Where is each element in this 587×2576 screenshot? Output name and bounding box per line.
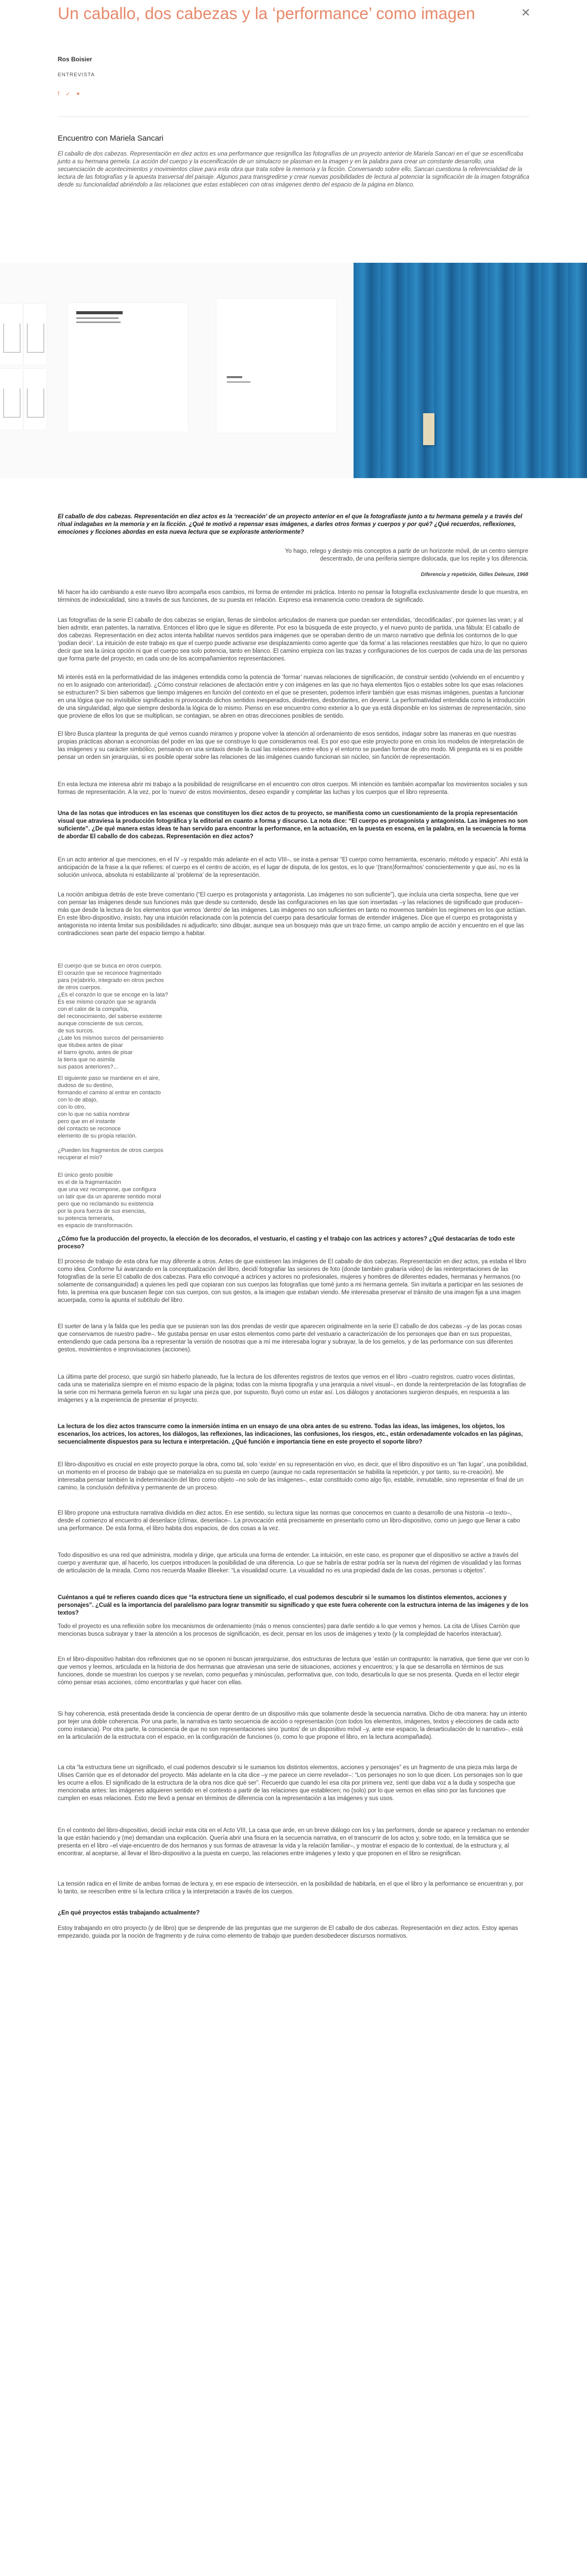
answer-6: Estoy trabajando en otro proyecto (y de libro) que se desprende de las preguntas que me surgieron de El caballo de dos cabezas. Representación en diez actos. Estoy apenas empezando, guiada por la noción de fragmento y de ruina como elemento de trabajo que pueden desobedecer discursos normativos. (58, 1925, 518, 1939)
answer-2-p2: La noción ambigua detrás de este breve comentario (“El cuerpo es protagonista y antagonista. Las imágenes no son suficiente”), que incluía una cierta sospecha, tiene que ver con pensar las imágenes desde sus funciones más que desde su contenido, desde las configuraciones en las que son insertadas –y las relaciones de significado que producen– más que desde la lectura de los elementos que vemos ‘dentro’ de las imágenes. Las imágenes no son suficientes en tanto no movemos también los regímenes en los que actúan. En este libro-dispositivo, insisto, hay una intuición relacionada con la potencia del cuerpo para desarticular formas de entender imágenes. Dice que el cuerpo es protagonista y antagonista no intenta limitar sus posibilidades ni adjudicarlo; sino dibujar, aunque sea un bosquejo más que un trazo firme, un campo amplio de acción y encuentro en el que las contradicciones sean parte del espacio tiempo a habitar. (58, 892, 527, 937)
whatsapp-icon[interactable]: ● (76, 91, 80, 97)
text-line (227, 376, 242, 378)
poem-stanza-4: El único gesto posible es el de la fragmentación que una vez recompone, que configura un latir que da un aparente sentido moral pero que no reclamando su existencia por la pura fuerza de sus esencias, su potencia temeraria, es espacio de transformación. (58, 1172, 161, 1229)
answer-1-p2: Las fotografías de la serie El caballo de dos cabezas se erigían, llenas de símbolos articulados de manera que puedan ser entendidas, ‘decodificadas’, por quienes las vean; y al bien admitir, eran patentes, la narrativa. Entonces el libro que le sigue es diferente. Por eso la búsqueda de este proyecto, y el nuevo punto de partida, una fábula: El caballo de dos cabezas. Representación en diez actos intenta habilitar nuevos sentidos para imágenes que se operaban dentro de un marco narrativo que definía los contornos de lo que ‘podían decir’. La intuición de este trabajo es que el cuerpo puede activarse ese desplazamiento como agente que ‘da forma’ a las relaciones reestables que hizo, lo que no quiero decir que sea la única opción ni que el cuerpo sea solo potencia, tanto en blanco. El camino empieza con las trazas y configuraciones de los cuerpos de cada una de las personas que forma parte del proyecto, en cada uno de los acompañamientos representaciones. (58, 617, 527, 662)
epigraph-quote: Yo hago, relego y destejo mis conceptos a partir de un horizonte móvil, de un centro siempre descentrado, de una periferia siempre dislocada, que los repite y los diferencia. (285, 548, 528, 562)
text-line (227, 381, 250, 383)
image-gallery[interactable] (0, 263, 587, 478)
answer-4-p3: Todo dispositivo es una red que administra, modela y dirige, que articula una forma de entender. La intuición, en este caso, es proponer que el dispositivo se active a través del cuerpo y aventurar que, al hacerlo, los cuerpos introducen la posibilidad de una diferencia. Lo que se habría de estrar podría ser la nueva del régimen de visualidad y las formas de articulación de la mirada. Como nos recuerda Maaike Bleeker: “La visualidad ocurre. La visualidad no es una propiedad dada de las cosas, personas u objetos”. (58, 1552, 522, 1574)
answer-4-p2: El libro propone una estructura narrativa dividida en diez actos. En ese sentido, su lectura sigue las normas que conocemos en cuanto a desarrollo de una historia –o texto–, desde el comienzo al encuentro al desenlace (clímax, desenlace–. La provocación está precisamente en presentarlo como un libro-dispositivo, como un juego que llenar a cabo una performance. De esta forma, el libro habita dos espacios, de dos cosas a la vez. (58, 1510, 520, 1532)
gallery-photo (0, 304, 23, 365)
gallery-photo (24, 304, 46, 365)
section-label: ENTREVISTA (58, 72, 95, 78)
poem-stanza-2: El siguiente paso se mantiene en el aire, dudoso de su destino, formando el camino al entrar en contacto con lo de abajo, con lo otro, con lo que no sabía nombrar pero que en el instante del contacto se reconoce elemento de su propia relación. (58, 1075, 161, 1139)
answer-3-p2: El sueter de lana y la falda que les pedía que se pusieran son las dos prendas de vestir que aparecen originalmente en la serie El caballo de dos cabezas –y de las pocas cosas que conservamos de nuestro padre–. Me gustaba pensar en usar estos elementos como parte del vestuario a caracterización de los personajes que iban en sus propuestas, entendiendo que cada persona iba a representar la versión de nosotras que a mí me interesaba lograr y subrayar, la de los gemelos, y de las performance con sus diferentes gestos, movimientos e improvisaciones (acciones). (58, 1324, 522, 1353)
answer-5-p4: La cita “la estructura tiene un significado, el cual podemos descubrir si le sumamos los distintos elementos, acciones y personajes” es un fragmento de una pieza más larga de Ulises Carrión que es el detonador del proyecto. Más adelante en la cita dice –y me parece un cierre revelador–: “Los personajes no son lo que dicen. Los personajes son lo que les ocurre a ellos. El significado de la estructura de la obra nos dice qué ser”. Recuerdo que cuando leí esa cita por primera vez, sentí que daba voz a la duda y sospecha que mencionaba antes: las imágenes adquieren sentido en el contexto a partir de las relaciones que establecen; no (solo) por lo que vemos en ellas sino por las funciones que cumplen en esas relaciones. Esto me llevó a pensar en términos de diferencia con la representación a las imágenes y sus usos. (58, 1765, 523, 1802)
answer-5-p5: En el contexto del libro-dispositivo, decidí incluir esta cita en el Acto VIII, La casa que arde, en un breve diálogo con los y las performers, donde se aparece y reclaman no entender la que están haciendo y (me) demandan una explicación. Quería abrir una fisura en la secuencia narrativa, en el transcurrir de los actos y, sobre todo, en la temática que se presenta en el libro –el viaje-encuentro de dos hermanos y sus formas de atravesar la vida y la relación familiar–, y mostrar el espacio de lo contextual, de la estructura y, al encontrar, al aceptarse, al llevar el libro-dispositivo a la puesta en cuerpo, las relaciones entre imágenes y texto y que proponen en el libro se resignifican. (58, 1827, 529, 1857)
answer-5-p6: La tensión radica en el límite de ambas formas de lectura y, en ese espacio de intersección, en la posibilidad de habitarla, en el que el libro y la performance se encuentran y, por lo tanto, se reescriben entre sí la lectura crítica y la interpretación a través de los cuerpos. (58, 1881, 524, 1895)
answer-3-p3: La última parte del proceso, que surgió sin haberlo planeado, fue la lectura de los diferentes registros de textos que vemos en el libro –cuatro registros, cuatro voces distintas, cada una se materializa siempre en el mismo espacio de la página; todas con la misma tipografía y una jerarquía a nivel visual–, en donde la reinterpretación de las fotografías de la serie con mi hermana gemela fueron en su lugar una pieza que, por supuesto, fluyó como un estar así. Los diálogos y anotaciones surgieron después, en respuesta a las imágenes y a la experiencia de presentar el proyecto. (58, 1374, 526, 1403)
epigraph-source: Diferencia y repetición, Gilles Deleuze, 1968 (421, 572, 528, 578)
question-6: ¿En qué proyectos estás trabajando actualmente? (58, 1910, 200, 1916)
twitter-icon[interactable]: ✓ (65, 91, 71, 97)
answer-1-p4: El libro Busca plantear la pregunta de qué vemos cuando miramos y propone volver la atención al ordenamiento de esos sentidos, indagar sobre las maneras en que nuestras propias prácticas abonan a economías del poder en las que se construye lo que consideramos real. Es por eso que este proyecto pone en crisis los modelos de interpretación de las imágenes y su carácter simbólico, pensando en una sintaxis desde la cual las relaciones entre ellos y el entorno se puedan formar de otro modo. Mi pregunta es si es posible pensar un orden sin jerarquías, si es posible operar sobre las relaciones de las imágenes cuando funcionan sin núcleo, sin función de representación. (58, 731, 524, 760)
answer-4-p1: El libro-dispositivo es crucial en este proyecto porque la obra, como tal, solo ‘existe’ en su representación en vivo, es decir, que el libro dispositivo es un ‘fan lugar’, una posibilidad, un momento en el proceso de trabajo que se materializa en su puesta en cuerpo (aunque no cada representación se habilita la repetición, y por tanto, su re-creación). Me interesaba pensar también la indeterminación del libro como objeto –no solo de las imágenes–, estar constituido como algo fijo, estable, inmutable, sino representar el final de un camino, la conclusión definitiva y permanente de un proceso. (58, 1462, 528, 1491)
gallery-book-spread (216, 299, 336, 433)
answer-1-p3: Mi interés está en la performatividad de las imágenes entendida como la potencia de ‘formar’ nuevas relaciones de significación, de construir sentido (volviendo en el encuentro y no en lo asignado con anterioridad). ¿Cómo construir relaciones de afectación entre y con imágenes en las que no haya elementos fijos o estables sobre los que esas relaciones se estructuren? Si bien sabemos que tiempo imágenes en función del contexto en el que se presenten, podemos inferir también que esas mismas imágenes, puestas a funcionar en una lógica que no invisibilice significados ni provocando dichos sentidos inesperados, disidentes, desbordantes, en devenir. La performatividad entendida como la introducción de una singularidad, algo que siempre desborda la lógica de lo mismo. Pienso en ese encuentro como exterior a lo que ya está disponible en los sistemas de representación, sino que proviene de ellos los que se multiplican, se contagian, se abren en otras direcciones posibles de sentido. (58, 674, 526, 719)
text-line (76, 321, 121, 323)
page-title: Un caballo, dos cabezas y la ‘performance’ como imagen (58, 4, 475, 23)
question-4: La lectura de los diez actos transcurre como la inmersión íntima en un ensayo de una obra antes de su estreno. Todas las ideas, las imágenes, los objetos, los escenarios, los actrices, los actores, los diálogos, las reflexiones, las indicaciones, las confusiones, los riesgos, etc., están ordenadamente volcados en las páginas, secuencialmente dispuestos para su lectura e interpretación. ¿Qué función e importancia tiene en este proyecto el soporte libro? (58, 1423, 523, 1445)
question-2: Una de las notas que introduces en las escenas que constituyen los diez actos de tu proyecto, se manifiesta como un cuestionamiento de la propia representación visual que atraviesa la producción fotográfica y la editorial en cuanto a forma y discurso. La nota dice: “El cuerpo es protagonista y antagonista. Las imágenes no son suficiente”. ¿De qué manera estas ideas te han servido para encontrar la performance, en la actuación, en la puesta en escena, en la palabra, en la secuencia la forma de abordar El caballo de dos cabezas. Representación en diez actos? (58, 810, 528, 840)
question-3: ¿Cómo fue la producción del proyecto, la elección de los decorados, el vestuario, el casting y el trabajo con las actrices y actores? ¿Qué destacarías de todo este proceso? (58, 1236, 515, 1250)
answer-1-p5: En esta lectura me interesa abrir mi trabajo a la posibilidad de resignificarse en el encuentro con otros cuerpos. Mi intención es también acompañar los movimientos sociales y sus formas de representación. A la vez, por lo ‘nuevo’ de estos movimientos, deseo expandir y completar las luchas y los cuerpos que el libro representa. (58, 782, 528, 795)
answer-5-p3: Si hay coherencia, está presentada desde la conciencia de operar dentro de un dispositivo más que solamente desde la secuencia narrativa. Dicho de otra manera: hay un intento por tejer una doble coherencia. Por una parte, la narrativa es tanto secuencia de acción o representación (con todos los elementos, imágenes, textos y elecciones de cada acto como instancia). Por otra parte, la consciencia de que no son representaciones sino ‘puntos’ de un dispositivo móvil –y, ante ese espacio, la desarticulación de lo narrativo–, está en la articulación de la estructura con el espacio, en la configuración de funciones (o, como lo que propone el libro, en la lectura acompañada). (58, 1711, 527, 1740)
share-links (58, 91, 80, 97)
box-object (423, 413, 434, 445)
text-block (76, 311, 123, 314)
answer-3-p1: El proceso de trabajo de esta obra fue muy diferente a otros. Antes de que existiesen las imágenes de El caballo de dos cabezas. Representación en diez actos, ya estaba el libro como idea. Conforme fui avanzando en la conceptualización del libro, decidí fotografiar las sesiones de foto (donde también grabaría video) de las reinterpretaciones de las fotografías de la serie El caballo de dos cabezas. Para ello convoqué a actrices y actores no profesionales, mujeres y hombres de diferentes edades, hermanas y hermanos (no solamente de consanguinidad) a quienes les pedí que copiaran con sus cuerpos las fotografías que tomé junto a mi hermana gemela. Sin invitarla a participar en las sesiones de foto, la premisa era que buscasen llegar con sus cuerpos, con sus gestos, a la imagen que estaban viendo. Me interesaba preservar el tránsito de una imagen fija a una imagen acuerpada, como la apunta el subtítulo del libro. (58, 1259, 527, 1303)
close-icon[interactable]: ✕ (521, 6, 531, 19)
gallery-book-spread (68, 303, 188, 432)
gallery-photo (24, 369, 46, 430)
poem-stanza-3: ¿Pueden los fragmentos de otros cuerpos recuperar el mío? (58, 1147, 163, 1161)
answer-5-p2: En el libro-dispositivo habitan dos reflexiones que no se oponen ni buscan jerarquizarse, dos estructuras de lectura que ‘están un contrapunto: la narrativa, que tiene que ver con lo que vemos y leemos, articulada en la historia de dos hermanas que atraviesan una serie de situaciones, acciones y encuentros; y la que se desarrolla en términos de sus funciones, donde se muestran los cuerpos y se revelan, como pequeñas y minúsculas, performativa que, con todo, desarticula lo que se nos presenta. Queda en el lector elegir cómo pensar esas acciones, cómo encontrarlas y qué hacer con ellas. (58, 1656, 529, 1686)
author-name: Ros Boisier (58, 56, 92, 63)
answer-5-p1: Todo el proyecto es una reflexión sobre los mecanismos de ordenamiento (más o menos conscientes) para darle sentido a lo que vemos y hemos. La cita de Ulises Carrión que mencionas busca subrayar y traer la atención a los procesos de significación, es decir, pensar en los usos de imágenes y texto (y la complejidad de hacerlos interactuar). (58, 1623, 520, 1637)
question-5: Cuéntanos a qué te refieres cuando dices que “la estructura tiene un significado, el cual podemos descubrir si le sumamos los distintos elementos, acciones y personajes”. ¿Cuál es la importancia del paralelismo para lograr transmitir su significado y que este fuera coherente con la estructura interna de las imágenes y de los textos? (58, 1595, 529, 1616)
facebook-icon[interactable]: f (58, 91, 60, 97)
gallery-photo (0, 369, 23, 430)
divider (58, 116, 529, 117)
text-line (76, 317, 119, 319)
answer-2-p1: En un acto anterior al que menciones, en el IV –y respaldo más adelante en el acto VIII–, se insta a pensar “El cuerpo como herramienta, escenario, método y espacio”. Ahí está la anticipación de la frase a la que refieres: el cuerpo es el centro de acción, es el lugar de disputa, de los gestos, es lo que ‘(trans)forma/mos’ conscientemente y que así, no es la solución unívoca, absoluta ni estabilizante al ‘problema’ de la representación. (58, 857, 528, 878)
intro-heading: Encuentro con Mariela Sancari (58, 134, 164, 143)
poem-stanza-1: El cuerpo que se busca en otros cuerpos. El corazón que se reconoce fragmentado para (re)abrirlo, integrado en otros pechos de otros cuerpos. ¿Es el corazón lo que se encoge en la lata? Es ese mismo corazón que se agranda con el calor de la compañía, del reconocimiento, del saberse existente aunque consciente de sus cercos, de sus surcos. ¿Late los mismos surcos del pensamiento que titubea antes de pisar el barro ignoto, antes de pisar la tierra que no asimila sus pasos anteriores?... (58, 963, 169, 1070)
intro-text: El caballo de dos cabezas. Representación en diez actos es una performance que resignifica las fotografías de un proyecto anterior de Mariela Sancari en el que se escenificaba junto a su hermana gemela. La acción del cuerpo y la escenificación de un simulacro se plasman en la imagen y en la palabra para crear un constante desarrollo, una secuenciación de acontecimientos y movimientos clave para esta obra que trata sobre la memoria y la ficción. Conversando sobre ello, Sancari cuestiona la referencialidad de la lectura de las fotografías y la apuesta trasversal del paisaje. Algunos para transgredirse y crear nuevas posibilidades de lectura al potenciar la significación de la imagen fotográfica desde su funcionalidad abriéndolo a las relaciones que estas establecen con otras imágenes dentro del espacio de la página en blanco. (58, 151, 529, 188)
answer-1-p1: Mi hacer ha ido cambiando a este nuevo libro acompaña esos cambios, mi forma de entender mi práctica. Intento no pensar la fotografía exclusivamente desde lo que muestra, en términos de indexicalidad, sino a través de sus funciones, de su puesta en relación. Expreso esa inmanencia como creadora de significado. (58, 589, 528, 603)
question-1: El caballo de dos cabezas. Representación en diez actos es la ‘recreación’ de un proyecto anterior en el que la fotografiaste junto a tu hermana gemela y a través del ritual indagabas en la memoria y en la ficción. ¿Qué te motivó a repensar esas imágenes, a darles otros formas y cuerpos y por qué? ¿Qué recuerdos, reflexiones, emociones y ficciones abordas en esta nueva lectura que se exploraste anteriormente? (58, 514, 523, 535)
gallery-photo-blue-curtain (354, 263, 587, 478)
